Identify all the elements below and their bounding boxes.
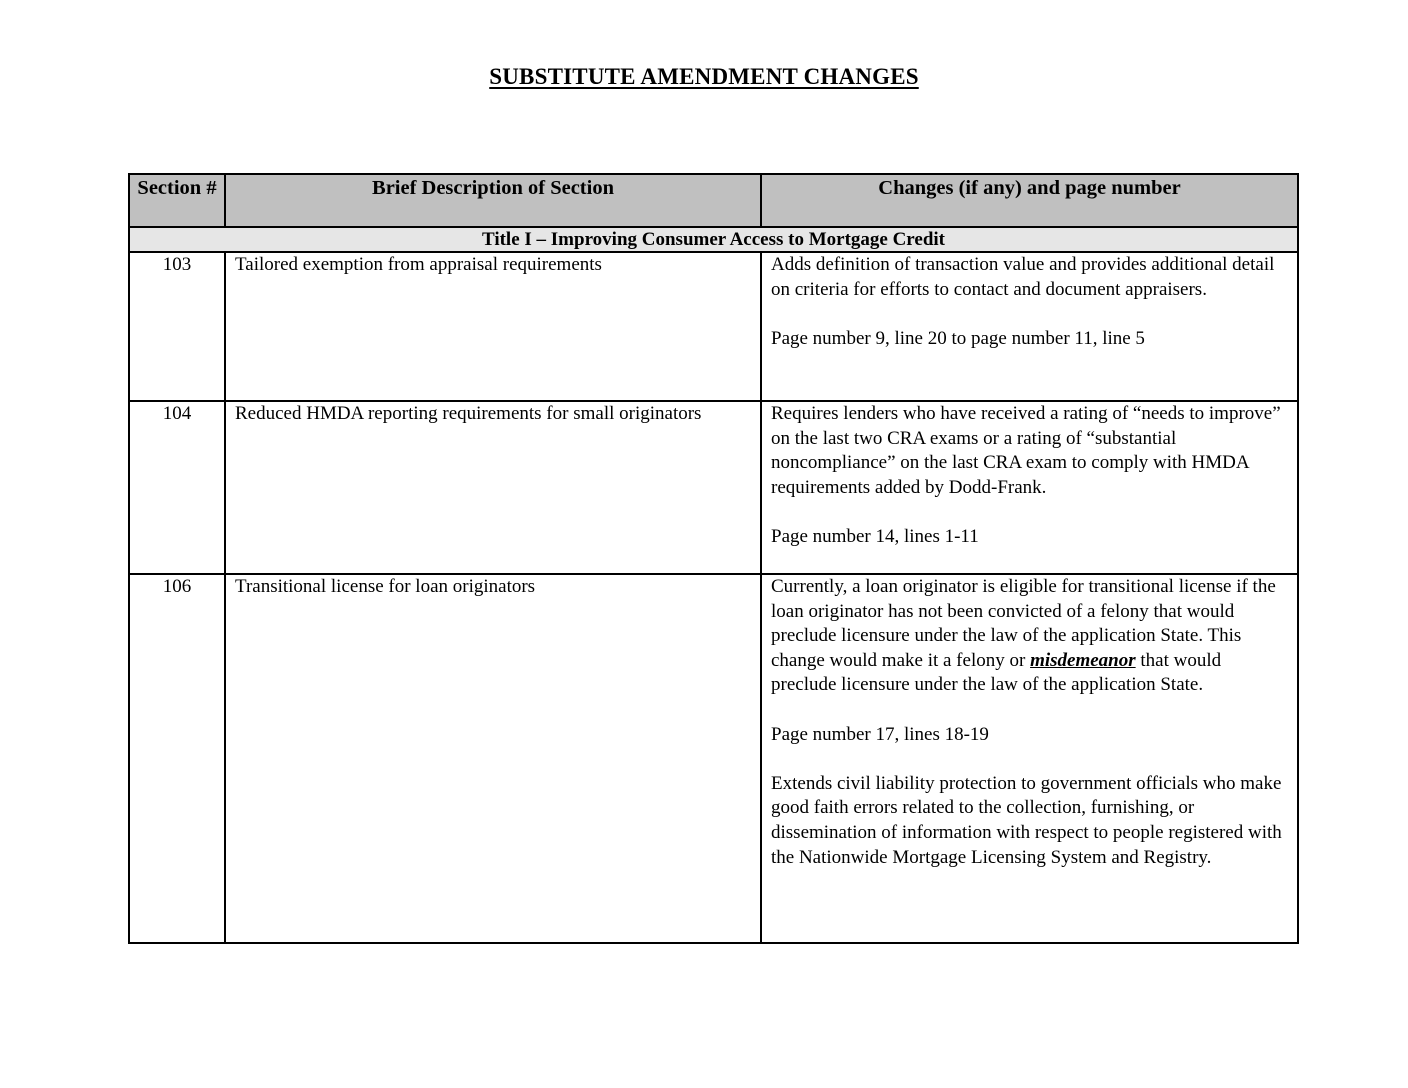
title-row-label: Title I – Improving Consumer Access to Mortgage Credit [129,227,1298,252]
section-changes [761,574,1298,943]
section-description: Reduced HMDA reporting requirements for small originators [225,401,761,574]
page-reference: Page number 9, line 20 to page number 11, line 5 [771,327,1145,349]
header-brief-description: Brief Description of Section [225,174,761,227]
page-title: SUBSTITUTE AMENDMENT CHANGES [489,64,919,89]
title-row [129,227,1298,252]
page-reference: Page number 17, lines 18-19 [771,723,989,745]
section-number: 106 [129,574,225,943]
change-text [771,575,1289,698]
header-section-number: Section # [129,174,225,227]
change-text-tail: that would preclude licensure under the law of the application State. [771,649,1222,696]
table-row [129,252,1298,401]
header-changes-page-number: Changes (if any) and page number [761,174,1298,227]
section-number: 103 [129,252,225,401]
misdemeanor-emphasis: misdemeanor [1030,649,1136,671]
table-header-row [129,174,1298,227]
section-changes [761,401,1298,574]
section-description: Tailored exemption from appraisal requirements [225,252,761,401]
change-text: Extends civil liability protection to government officials who make good faith errors related to the collection, furnishing, or dissemination of information with respect to people registered with the Nationwide Mortgage Licensing System and Registry. [771,772,1282,868]
change-text-lead: Currently, a loan originator is eligible for transitional license if the loan originator has not been convicted of a felony that would preclude licensure under the law of the application State. This change would make it a felony or [771,576,1276,671]
section-changes [761,252,1298,401]
table-row [129,574,1298,943]
change-text: Requires lenders who have received a rating of “needs to improve” on the last two CRA exams or a rating of “substantial noncompliance” on the last CRA exam to comply with HMDA requirements added by Dodd-Frank. [771,403,1281,498]
section-description: Transitional license for loan originators [225,574,761,943]
change-text: Adds definition of transaction value and provides additional detail on criteria for efforts to contact and document appraisers. [771,254,1275,300]
page-reference: Page number 14, lines 1-11 [771,525,979,547]
amendment-changes-table [128,173,1299,944]
table-row [129,401,1298,574]
section-number: 104 [129,401,225,574]
